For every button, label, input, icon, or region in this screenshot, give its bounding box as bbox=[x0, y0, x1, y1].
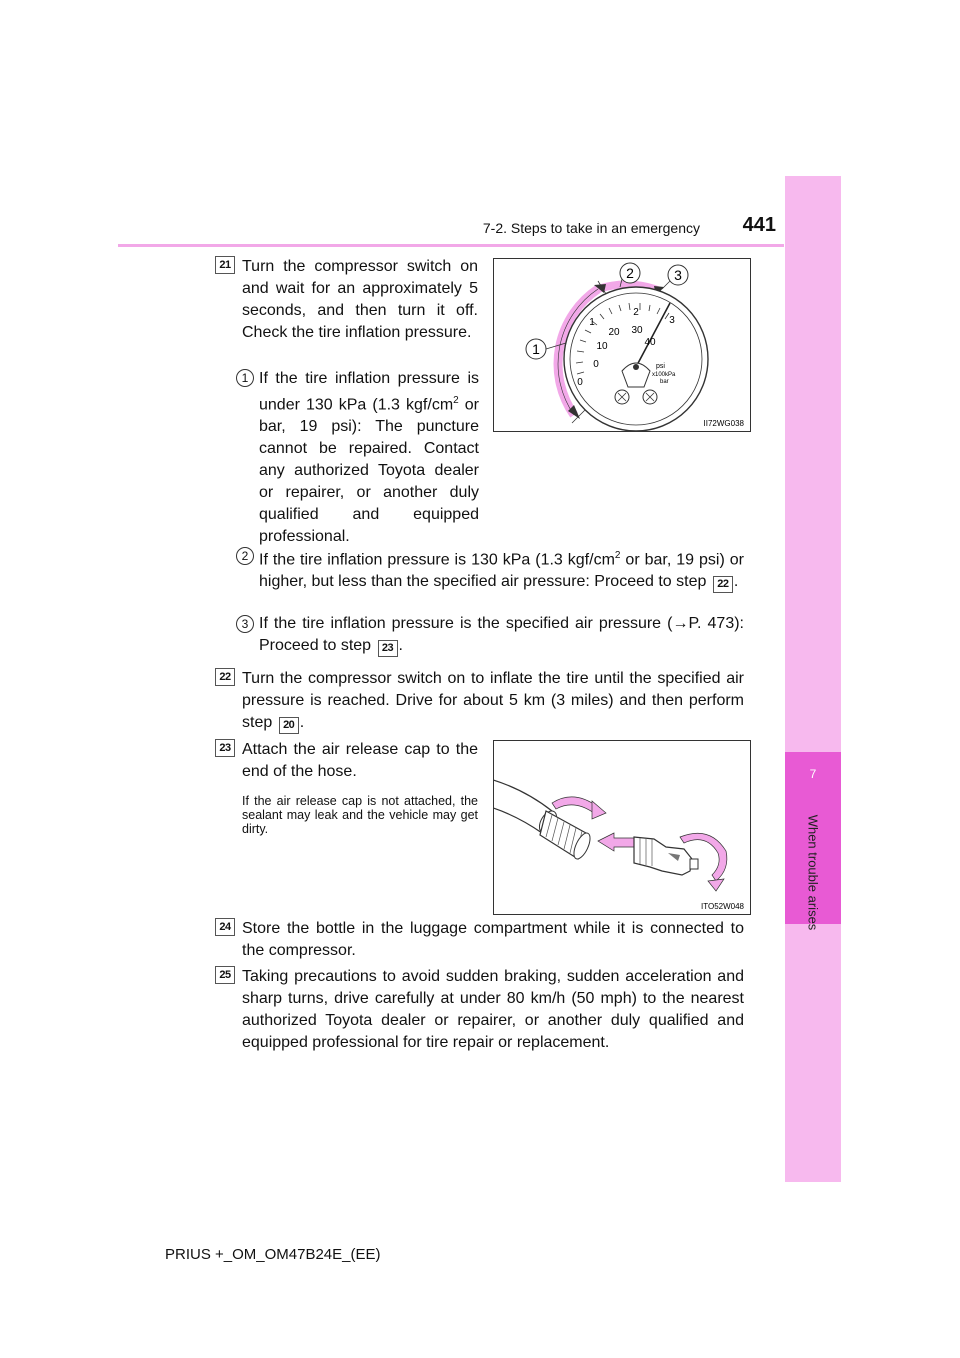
section-title: 7-2. Steps to take in an emergency bbox=[482, 220, 700, 236]
kpa-tick-1: 1 bbox=[589, 317, 595, 328]
step-21-text: Turn the compressor switch on and wait for an approximately 5 seconds, and then turn it off. Check the tire inflation pressure. bbox=[242, 258, 478, 341]
step-22-number: 22 bbox=[215, 668, 235, 686]
chapter-number: 7 bbox=[809, 767, 817, 781]
step-24-text: Store the bottle in the luggage compartment while it is connected to the compressor. bbox=[242, 920, 744, 959]
step-ref-20[interactable]: 20 bbox=[279, 717, 299, 734]
psi-tick-10: 10 bbox=[596, 341, 608, 352]
valve-fitting bbox=[634, 837, 692, 875]
sub-item-3-marker: 3 bbox=[236, 615, 254, 633]
push-arrow bbox=[598, 833, 634, 851]
psi-tick-20: 20 bbox=[608, 327, 620, 338]
unit-bar: bar bbox=[660, 379, 669, 385]
step-22-text: Turn the compressor switch on to inflate the tire until the specified air pressure is reached. Drive for about 5 km (3 miles) and then perform step 20 . bbox=[242, 668, 744, 734]
header-rule bbox=[118, 244, 784, 247]
pressure-gauge-figure bbox=[493, 258, 751, 432]
step-25-number: 25 bbox=[215, 966, 235, 984]
document-id: PRIUS +_OM_OM47B24E_(EE) bbox=[165, 1246, 381, 1263]
pressure-gauge-illustration bbox=[494, 259, 750, 431]
air-release-cap-figure bbox=[493, 740, 751, 915]
step-23-number: 23 bbox=[215, 739, 235, 757]
sub-item-2-text: If the tire inflation pressure is 130 kPa (1.3 kgf/$cm^2$ or bar, 19 psi) or higher, but less than the specified air pressure: Proceed to step 22 . bbox=[259, 545, 744, 593]
sub-item-2-marker: 2 bbox=[236, 547, 254, 565]
sub-item-1-text: If the tire inflation pressure is under 130 kPa (1.3 kgf/$cm^2$ or bar, 19 psi): The puncture cannot be repaired. Contact any authorized Toyota dealer or repairer, or another duly qualified and equipped professional. bbox=[259, 370, 480, 546]
psi-tick-0: 0 bbox=[593, 359, 599, 370]
psi-tick-40: 40 bbox=[644, 337, 656, 348]
unit-psi: psi bbox=[656, 363, 665, 370]
gauge-figure-code: II72WG038 bbox=[703, 419, 744, 428]
sub-item-1-marker: 1 bbox=[236, 369, 254, 387]
svg-text:3: 3 bbox=[674, 267, 682, 283]
step-21-number: 21 bbox=[215, 256, 235, 274]
step-23-text: Attach the air release cap to the end of the hose. bbox=[242, 741, 478, 780]
kpa-tick-0: 0 bbox=[577, 377, 583, 388]
psi-tick-30: 30 bbox=[631, 325, 643, 336]
step-25-text: Taking precautions to avoid sudden braking, sudden acceleration and sharp turns, drive carefully at under 80 km/h (50 mph) to the nearest authorized Toyota dealer or repairer, or another duly qualified and equipped professional for tire repair or replacement. bbox=[242, 968, 744, 1051]
sub-item-3-text: If the tire inflation pressure is the specified air pressure (→P. 473): Proceed to step 23 . bbox=[259, 613, 744, 657]
kpa-tick-3: 3 bbox=[669, 315, 675, 326]
rotate-arrow-cap bbox=[552, 797, 598, 813]
svg-text:2: 2 bbox=[626, 265, 634, 281]
air-release-cap-illustration bbox=[494, 741, 750, 914]
step-ref-22[interactable]: 22 bbox=[713, 576, 733, 593]
step-ref-23[interactable]: 23 bbox=[378, 640, 398, 657]
unit-kpa: x100kPa bbox=[652, 372, 676, 378]
step-24-number: 24 bbox=[215, 918, 235, 936]
page-number: 441 bbox=[742, 214, 776, 236]
cap-figure-code: ITO52W048 bbox=[701, 902, 744, 911]
svg-text:1: 1 bbox=[532, 341, 540, 357]
chapter-label: When trouble arises bbox=[805, 814, 821, 931]
step-23-note: If the air release cap is not attached, the sealant may leak and the vehicle may get dirty. bbox=[242, 794, 478, 836]
chapter-side-tab bbox=[785, 176, 841, 1182]
kpa-tick-2: 2 bbox=[633, 307, 639, 318]
